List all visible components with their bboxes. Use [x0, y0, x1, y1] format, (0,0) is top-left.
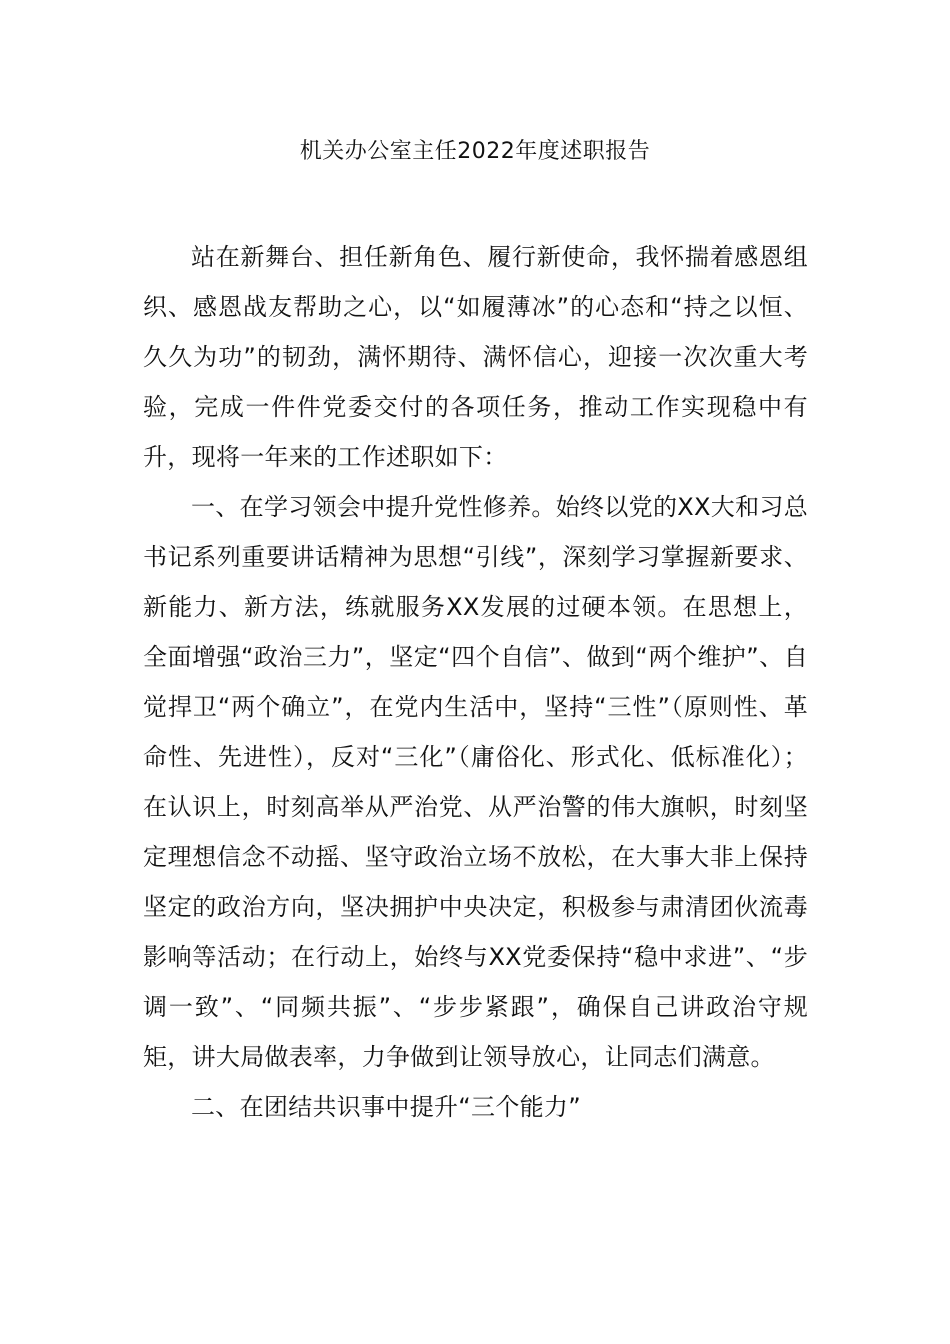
paragraph-intro: 站在新舞台、担任新角色、履行新使命，我怀揣着感恩组织、感恩战友帮助之心，以“如履薄冰”的心态和“持之以恒、久久为功”的韧劲，满怀期待、满怀信心，迎接一次次重大考验，完成一件件党委交付的各项任务，推动工作实现稳中有升，现将一年来的工作述职如下： [143, 243, 809, 471]
paragraph-section-two-heading: 二、在团结共识事中提升“三个能力” [191, 1093, 581, 1121]
paragraph-section-one: 一、在学习领会中提升党性修养。始终以党的XX大和习总书记系列重要讲话精神为思想“引线”，深刻学习掌握新要求、新能力、新方法，练就服务XX发展的过硬本领。在思想上，全面增强“政治三力”，坚定“四个自信”、做到“两个维护”、自觉捍卫“两个确立”，在党内生活中，坚持“三性”（原则性、革命性、先进性），反对“三化”（庸俗化、形式化、低标准化）；在认识上，时刻高举从严治党、从严治警的伟大旗帜，时刻坚定理想信念不动摇、坚守政治立场不放松，在大事大非上保持坚定的政治方向，坚决拥护中央决定，积极参与肃清团伙流毒影响等活动；在行动上，始终与XX党委保持“稳中求进”、“步调一致”、“同频共振”、“步步紧跟”，确保自己讲政治守规矩，讲大局做表率，力争做到让领导放心，让同志们满意。 [143, 493, 808, 1071]
document-body [143, 232, 808, 1132]
document-title: 机关办公室主任2022年度述职报告 [299, 139, 651, 164]
